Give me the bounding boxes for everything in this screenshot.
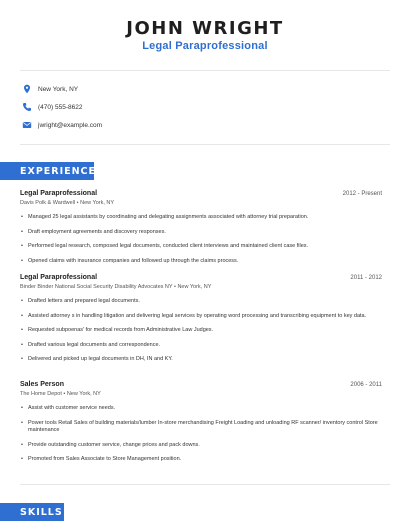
contact-location	[22, 84, 78, 94]
phone-text: (470) 555-8622	[38, 103, 83, 111]
company: Binder Binder National Social Security Disability Advocates NY	[20, 284, 173, 290]
job-bullets	[20, 214, 382, 265]
job-bullet: • Provide outstanding customer service, change prices and pack downs.	[20, 442, 382, 450]
job-bullet: • Opened claims with insurance companies and followed up through the claims process.	[20, 258, 382, 266]
location-text: New York, NY	[38, 85, 79, 93]
job-company-line: The Home Depot • New York, NY	[20, 391, 101, 397]
job-title: Sales Person	[20, 381, 64, 388]
candidate-name: JOHN WRIGHT	[126, 18, 284, 39]
job-company-line: Binder Binder National Social Security Disability Advocates NY • New York, NY	[20, 284, 212, 290]
contact-email	[22, 120, 102, 130]
job-bullet: • Assist with customer service needs.	[20, 405, 382, 413]
job-dates: 2011 - 2012	[350, 275, 382, 281]
candidate-title: Legal Paraprofessional	[142, 40, 268, 52]
job-location: New York, NY	[80, 200, 115, 206]
experience-entry	[20, 274, 382, 371]
job-bullet: • Drafted letters and prepared legal documents.	[20, 298, 382, 306]
job-bullet: • Assisted attorney s in handling litigation and delivering legal services by operating word processing and transcribing equipment to key data.	[20, 313, 382, 321]
job-bullet: • Delivered and picked up legal documents in DH, IN and KY.	[20, 356, 382, 364]
job-bullets	[20, 405, 382, 464]
header-divider	[20, 70, 390, 71]
job-bullet: • Managed 25 legal assistants by coordinating and delegating assignments associated with attorney trial preparation.	[20, 214, 382, 222]
company: The Home Depot	[20, 391, 62, 397]
experience-entry	[20, 190, 382, 272]
section-header-skills: SKILLS	[0, 503, 64, 521]
job-bullet: • Power tools Retail Sales of building materials/lumber In-store merchandising Freight Loading and unloading RF scanner/ inventory control Store maintenance	[20, 420, 382, 435]
job-company-line: Davis Polk & Wardwell • New York, NY	[20, 200, 115, 206]
job-bullet: • Requested subpoenas' for medical records from Administrative Law Judges.	[20, 327, 382, 335]
section-header-experience: EXPERIENCE	[0, 162, 94, 180]
job-bullet: • Drafted various legal documents and correspondence.	[20, 342, 382, 350]
location-pin-icon	[22, 84, 32, 94]
job-title: Legal Paraprofessional	[20, 274, 98, 281]
contact-divider	[20, 144, 390, 145]
job-bullet: • Promoted from Sales Associate to Store Management position.	[20, 456, 382, 464]
job-bullet: • Draft employment agreements and discovery responses.	[20, 229, 382, 237]
job-location: New York, NY	[177, 284, 212, 290]
job-location: New York, NY	[66, 391, 101, 397]
experience-entry	[20, 381, 382, 471]
email-text: jwright@example.com	[38, 121, 103, 129]
company: Davis Polk & Wardwell	[20, 200, 76, 206]
contact-phone	[22, 102, 82, 112]
experience-divider	[20, 484, 390, 485]
phone-icon	[22, 102, 32, 112]
job-bullets	[20, 298, 382, 364]
envelope-icon	[22, 120, 32, 130]
job-title: Legal Paraprofessional	[20, 190, 98, 197]
job-dates: 2012 - Present	[342, 191, 382, 197]
job-dates: 2006 - 2011	[350, 382, 382, 388]
job-bullet: • Performed legal research, composed legal documents, conducted client interviews and maintained client case files.	[20, 243, 382, 251]
